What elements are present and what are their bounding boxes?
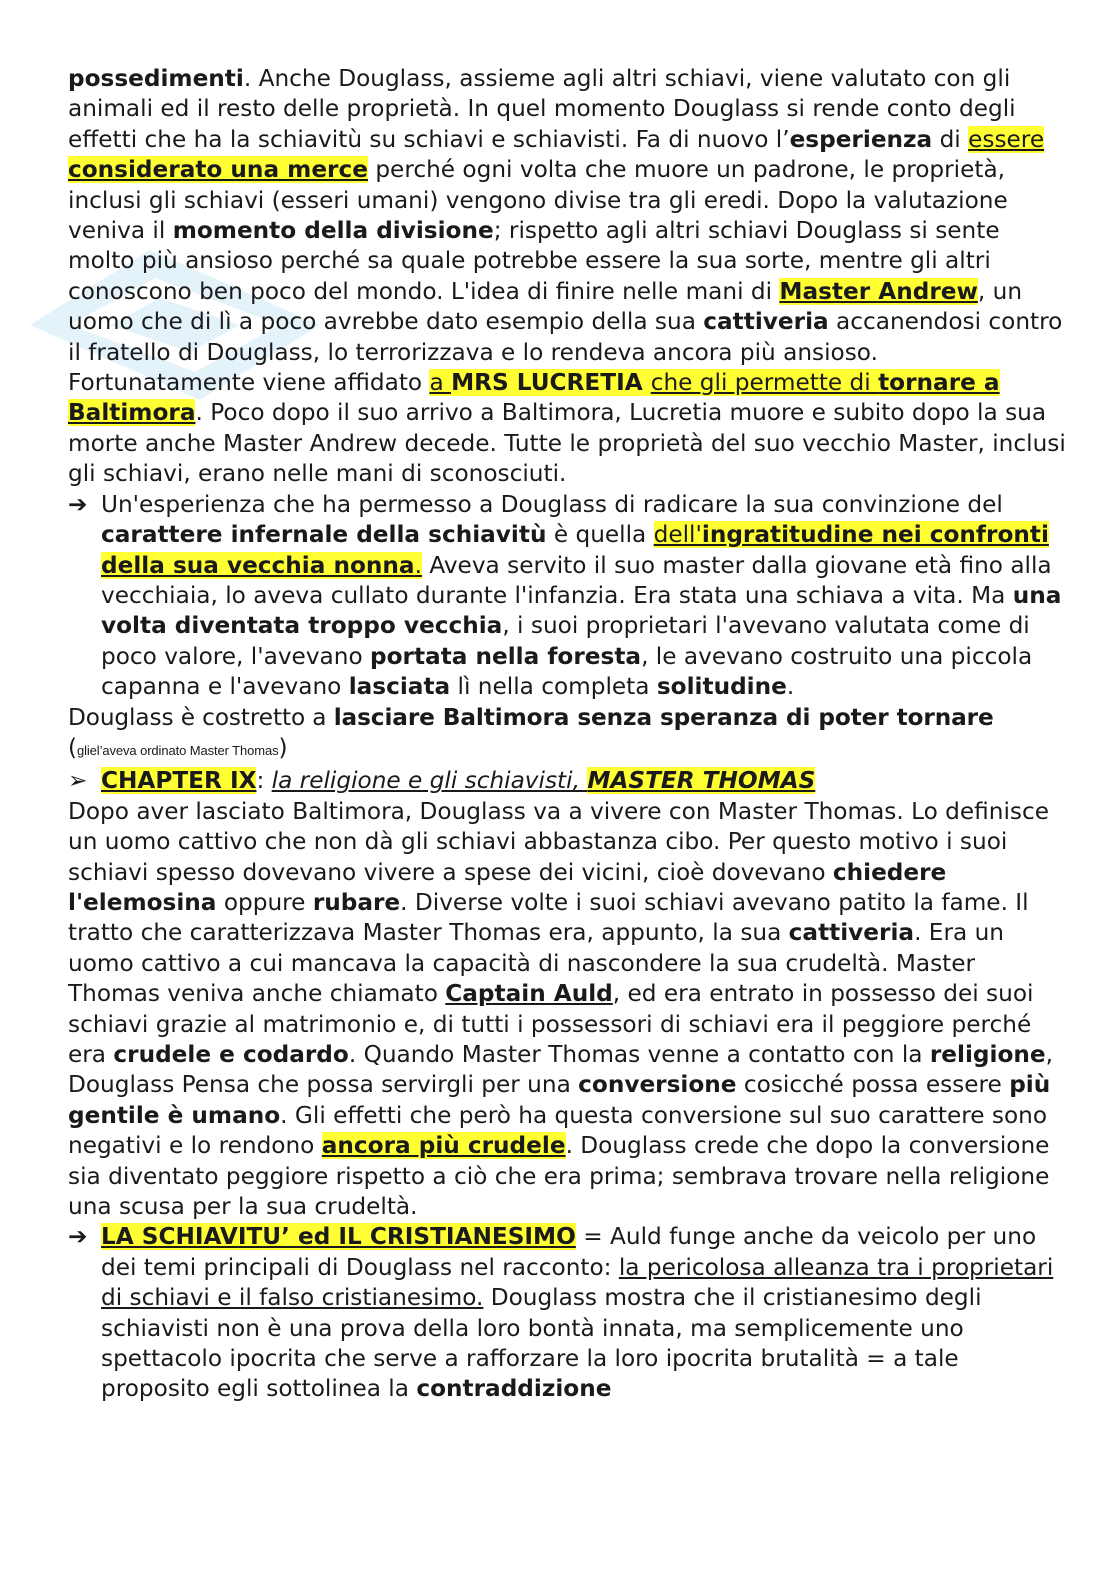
highlight-more-cruel: ancora più crudele [321, 1132, 566, 1160]
highlight-master-andrew: Master Andrew [779, 277, 978, 305]
highlight-slavery-christianity: LA SCHIAVITU’ ed IL CRISTIANESIMO [101, 1223, 576, 1251]
arrow-bullet-icon: ➔ [68, 1223, 88, 1251]
chapter-label: CHAPTER IX [101, 767, 257, 795]
chapter-name: MASTER THOMAS [587, 767, 816, 795]
chapter-heading: ➢ CHAPTER IX: la religione e gli schiavisti, MASTER THOMAS [68, 766, 1068, 796]
document-page [68, 64, 1068, 1405]
highlight-mrs-lucretia: MRS LUCRETIA [451, 369, 651, 397]
captain-auld: Captain Auld [445, 980, 613, 1008]
paragraph-inheritance: possedimenti. Anche Douglass, assieme agli altri schiavi, viene valutato con gli animali ed il resto delle proprietà. In quel momento Douglass si rende conto degli effetti che ha la schiavitù su schiavi e schiavisti. Fa di nuovo l’esperienza di essere considerato una merce perché ogni volta che muore un padrone, le proprietà, inclusi gli schiavi (esseri umani) vengono divise tra gli eredi. Dopo la valutazione veniva il momento della divisione; rispetto agli altri schiavi Douglass si sente molto più ansioso perché sa quale potrebbe essere la sua sorte, mentre gli altri conoscono ben poco del mondo. L'idea di finire nelle mani di Master Andrew, un uomo che di lì a poco avrebbe dato esempio della sua cattiveria accanendosi contro il fratello di Douglass, lo terrorizzava e lo rendeva ancora più ansioso. Fortunatamente viene affidato a MRS LUCRETIA che gli permette di tornare a Baltimora. Poco dopo il suo arrivo a Baltimora, Lucretia muore e subito dopo la sua morte anche Master Andrew decede. Tutte le proprietà del suo vecchio Master, inclusi gli schiavi, erano nelle mani di sconosciuti. [68, 65, 1066, 488]
bullet-grandmother: ➔ Un'esperienza che ha permesso a Douglass di radicare la sua convinzione del carattere infernale della schiavitù è quella dell'ingratitudine nei confronti della sua vecchia nonna. Aveva servito il suo master dalla giovane età fino alla vecchiaia, lo aveva cullato durante l'infanzia. Era stata una schiava a vita. Ma una volta diventata troppo vecchia, i suoi proprietari l'avevano valutata come di poco valore, l'avevano portata nella foresta, le avevano costruito una piccola capanna e l'avevano lasciata lì nella completa solitudine. [68, 490, 1062, 701]
bullet-christianity: ➔ LA SCHIAVITU’ ed IL CRISTIANESIMO = Auld funge anche da veicolo per uno dei temi principali di Douglass nel racconto: la pericolosa alleanza tra i proprietari di schiavi e il falso cristianesimo. Douglass mostra che il cristianesimo degli schiavisti non è una prova della loro bontà innata, ma semplicemente uno spettacolo ipocrita che serve a rafforzare la loro ipocrita brutalità = a tale proposito egli sottolinea la contraddizione [68, 1223, 1054, 1403]
triangle-bullet-icon: ➢ [68, 767, 88, 795]
paragraph-master-thomas: Dopo aver lasciato Baltimora, Douglass va a vivere con Master Thomas. Lo definisce un uomo cattivo che non dà gli schiavi abbastanza cibo. Per questo motivo i suoi schiavi spesso dovevano vivere a spese dei vicini, cioè dovevano chiedere l'elemosina oppure rubare. Diverse volte i suoi schiavi avevano patito la fame. Il tratto che caratterizzava Master Thomas era, appunto, la sua cattiveria. Era un uomo cattivo a cui mancava la capacità di nascondere la sua crudeltà. Master Thomas veniva anche chiamato Captain Auld, ed era entrato in possesso dei suoi schiavi grazie al matrimonio e, di tutti i possessori di schiavi era il peggiore perché era crudele e codardo. Quando Master Thomas venne a contatto con la religione, Douglass Pensa che possa servirgli per una conversione cosicché possa essere più gentile è umano. Gli effetti che però ha questa conversione sul suo carattere sono negativi e lo rendono ancora più crudele. Douglass crede che dopo la conversione sia diventato peggiore rispetto a ciò che era prima; sembrava trovare nella religione una scusa per la sua crudeltà. [68, 797, 1054, 1221]
chapter-subtitle: la religione e gli schiavisti, [271, 767, 588, 795]
paragraph-leave-baltimore: Douglass è costretto a lasciare Baltimora senza speranza di poter tornare (gliel’aveva ordinato Master Thomas) [68, 703, 994, 761]
highlight-ingratitude: ingratitudine nei confronti della sua vecchia nonna [101, 521, 1049, 579]
arrow-bullet-icon: ➔ [68, 490, 88, 518]
